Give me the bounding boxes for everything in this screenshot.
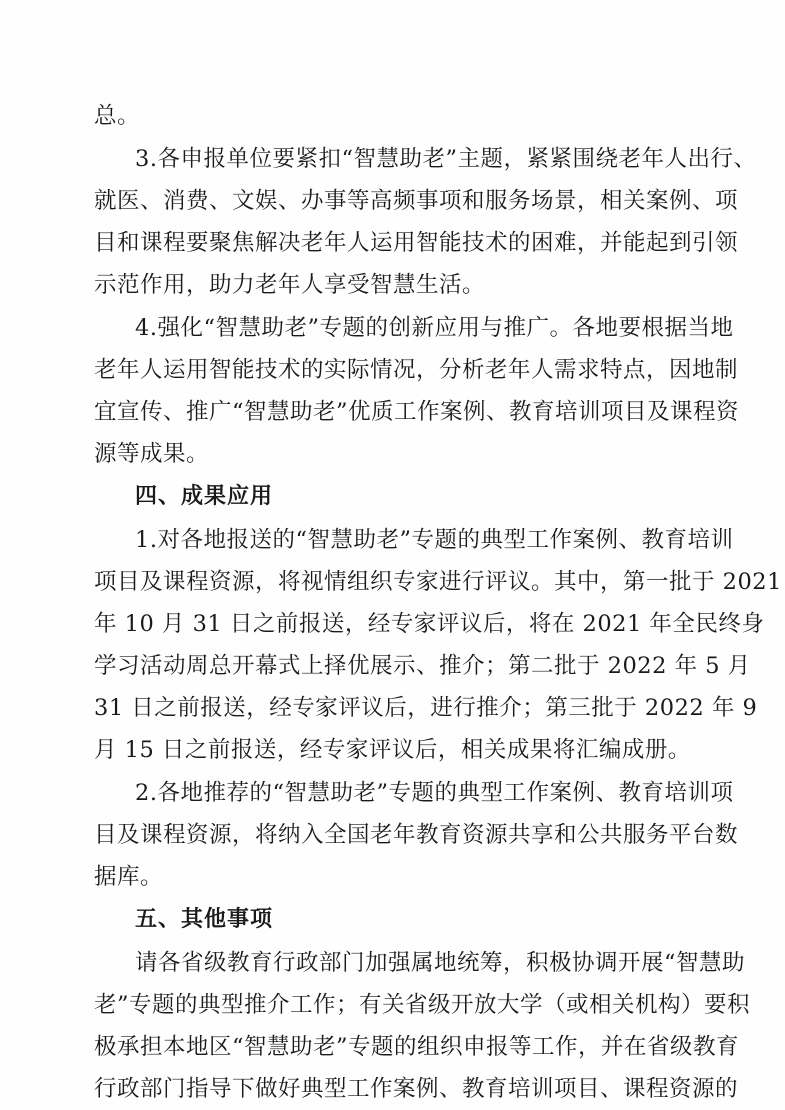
text-line: 据库。 [94,864,164,890]
text-line: 3.各申报单位要紧扣“智慧助老”主题，紧紧围绕老年人出行、 [135,146,757,172]
paragraph-item-4 [0,434,785,474]
section-heading-other [0,900,785,940]
section-heading: 四、成果应用 [135,484,274,509]
text-line: 就医、消费、文娱、办事等高频事项和服务场景，相关案例、项 [94,188,739,214]
text-line: 4.强化“智慧助老”专题的创新应用与推广。各地要根据当地 [135,315,734,341]
paragraph-results-2 [0,815,785,855]
text-line: 31 日之前报送，经专家评议后，进行推介；第三批于 2022 年 9 [94,695,758,721]
paragraph-results-1 [0,562,785,602]
paragraph-item-3 [0,265,785,305]
text-line: 源等成果。 [94,441,210,467]
text-line: 请各省级教育行政部门加强属地统筹，积极协调开展“智慧助 [135,950,746,976]
text-line: 老年人运用智能技术的实际情况，分析老年人需求特点，因地制 [94,357,739,383]
text-line: 宜宣传、推广“智慧助老”优质工作案例、教育培训项目及课程资 [94,399,740,425]
paragraph-item-4 [0,308,785,348]
paragraph-results-1 [0,646,785,686]
section-heading: 五、其他事项 [135,907,274,932]
paragraph-results-1 [0,730,785,770]
text-line: 2.各地推荐的“智慧助老”专题的典型工作案例、教育培训项 [135,780,734,806]
text-line: 老”专题的典型推介工作；有关省级开放大学（或相关机构）要积 [94,992,751,1018]
paragraph-results-2 [0,773,785,813]
text-line: 目和课程要聚焦解决老年人运用智能技术的困难，并能起到引领 [94,230,739,256]
text-line: 学习活动周总开幕式上择优展示、推介；第二批于 2022 年 5 月 [94,653,751,679]
paragraph-other [0,1027,785,1067]
paragraph-results-1 [0,604,785,644]
paragraph-item-3 [0,139,785,179]
paragraph-results-2 [0,857,785,897]
paragraph-results-1 [0,520,785,560]
paragraph-item-4 [0,392,785,432]
paragraph-other [0,943,785,983]
paragraph-results-1 [0,688,785,728]
paragraph-item-3 [0,181,785,221]
paragraph-item-3 [0,223,785,263]
paragraph-continuation [0,96,785,136]
paragraph-item-4 [0,350,785,390]
text-line: 行政部门指导下做好典型工作案例、教育培训项目、课程资源的 [94,1076,739,1102]
paragraph-other [0,985,785,1025]
text-line: 极承担本地区“智慧助老”专题的组织申报等工作，并在省级教育 [94,1034,740,1060]
text-line: 年 10 月 31 日之前报送，经专家评议后，将在 2021 年全民终身 [94,611,765,637]
text-line: 目及课程资源，将纳入全国老年教育资源共享和公共服务平台数 [94,822,739,848]
paragraph-other [0,1069,785,1109]
text-line: 月 15 日之前报送，经专家评议后，相关成果将汇编成册。 [94,737,691,763]
text-line: 1.对各地报送的“智慧助老”专题的典型工作案例、教育培训 [135,527,734,553]
text-line: 总。 [94,103,141,129]
text-line: 项目及课程资源，将视情组织专家进行评议。其中，第一批于 2021 [94,569,782,595]
text-line: 示范作用，助力老年人享受智慧生活。 [94,272,486,298]
section-heading-results [0,477,785,517]
